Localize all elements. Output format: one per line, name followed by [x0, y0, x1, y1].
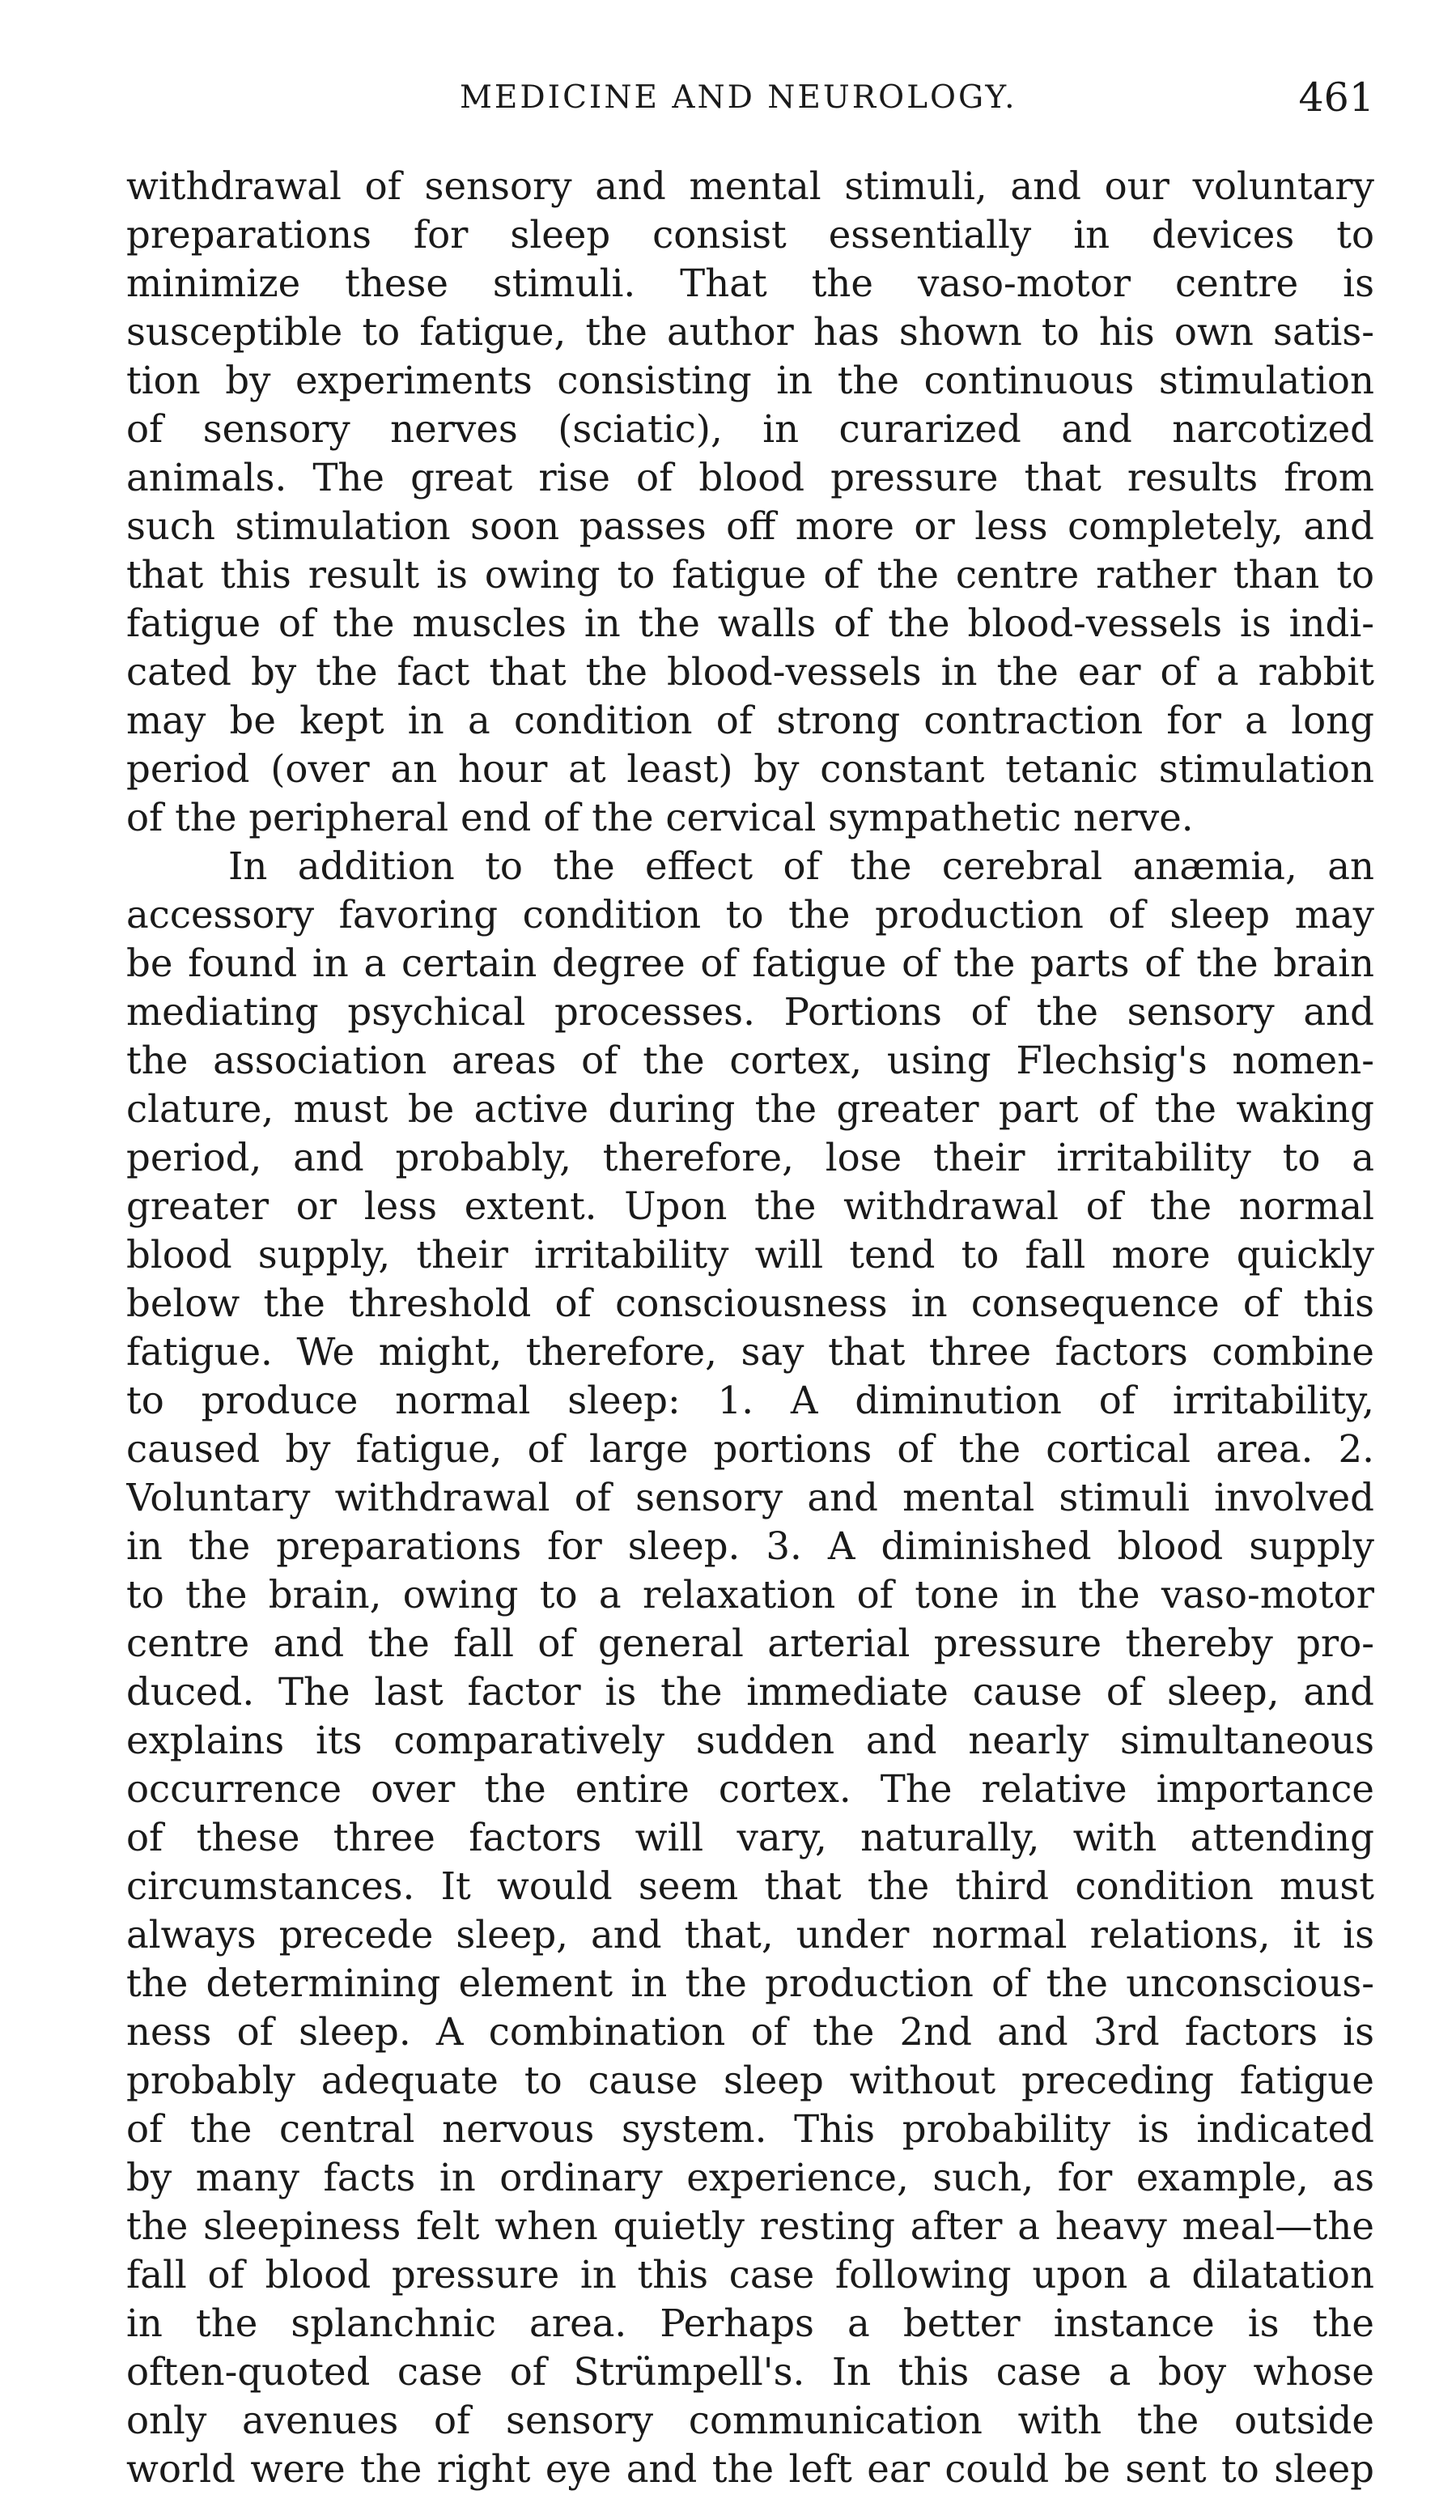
text-line: withdrawal of sensory and mental stimuli, and our voluntary — [126, 164, 1374, 208]
text-line: ness of sleep. A combination of the 2nd and 3rd factors is — [126, 2010, 1374, 2054]
text-line: cated by the fact that the blood-vessels in the ear of a rabbit — [126, 650, 1374, 694]
text-line: often-quoted case of Strümpell's. In this case a boy whose — [126, 2350, 1374, 2394]
text-line: clature, must be active during the greater part of the waking — [126, 1087, 1374, 1131]
text-line: that this result is owing to fatigue of the centre rather than to — [126, 553, 1374, 597]
text-line: such stimulation soon passes off more or less completely, and — [126, 504, 1374, 548]
text-line: fatigue of the muscles in the walls of the blood-vessels is indi- — [126, 601, 1374, 645]
text-line: greater or less extent. Upon the withdrawal of the normal — [126, 1184, 1374, 1228]
text-line: susceptible to fatigue, the author has shown to his own satis- — [126, 310, 1374, 354]
text-line: the determining element in the production of the unconscious- — [126, 1961, 1374, 2005]
text-line: may be kept in a condition of strong contraction for a long — [126, 699, 1374, 742]
running-head — [126, 74, 1374, 131]
text-line: explains its comparatively sudden and nearly simultaneous — [126, 1719, 1374, 1762]
text-line: of the peripheral end of the cervical sympathetic nerve. — [126, 796, 1194, 839]
paragraph-2 — [126, 842, 1374, 2493]
text-line: tion by experiments consisting in the continuous stimulation — [126, 359, 1374, 402]
text-line: to produce normal sleep: 1. A diminution of irritability, — [126, 1379, 1374, 1422]
text-line: period (over an hour at least) by constant tetanic stimulation — [126, 747, 1374, 791]
text-line: of these three factors will vary, naturally, with attending — [126, 1816, 1374, 1859]
text-line: centre and the fall of general arterial pressure thereby pro- — [126, 1621, 1374, 1665]
text-line: world were the right eye and the left ear could be sent to sleep — [126, 2447, 1374, 2491]
text-line: animals. The great rise of blood pressure that results from — [126, 456, 1374, 499]
body-text — [126, 162, 1374, 2493]
text-line: accessory favoring condition to the production of sleep may — [126, 893, 1374, 937]
text-line: probably adequate to cause sleep without preceding fatigue — [126, 2059, 1374, 2102]
text-line: duced. The last factor is the immediate cause of sleep, and — [126, 1670, 1374, 1714]
text-line: blood supply, their irritability will tend to fall more quickly — [126, 1233, 1374, 1277]
text-line: mediating psychical processes. Portions of the sensory and — [126, 990, 1374, 1034]
text-line: by many facts in ordinary experience, such, for example, as — [126, 2156, 1374, 2199]
paragraph-1 — [126, 162, 1374, 842]
text-line: In addition to the effect of the cerebral anæmia, an — [228, 844, 1374, 888]
text-line: circumstances. It would seem that the third condition must — [126, 1864, 1374, 1908]
text-line: below the threshold of consciousness in consequence of this — [126, 1281, 1374, 1325]
text-line: always precede sleep, and that, under normal relations, it is — [126, 1913, 1374, 1957]
text-line: fatigue. We might, therefore, say that three factors combine — [126, 1330, 1374, 1374]
text-line: fall of blood pressure in this case following upon a dilatation — [126, 2253, 1374, 2297]
text-line: the sleepiness felt when quietly resting after a heavy meal—the — [126, 2204, 1374, 2248]
text-line: Voluntary withdrawal of sensory and mental stimuli involved — [126, 1476, 1374, 1519]
text-line: period, and probably, therefore, lose their irritability to a — [126, 1136, 1374, 1179]
text-line: to the brain, owing to a relaxation of tone in the vaso-motor — [126, 1573, 1374, 1617]
running-title: MEDICINE AND NEUROLOGY. — [460, 79, 1017, 116]
text-line: occurrence over the entire cortex. The relative importance — [126, 1767, 1374, 1811]
text-line: be found in a certain degree of fatigue of the parts of the brain — [126, 941, 1374, 985]
text-line: in the splanchnic area. Perhaps a better instance is the — [126, 2301, 1374, 2345]
page-number: 461 — [1298, 74, 1374, 121]
text-line: the association areas of the cortex, using Flechsig's nomen- — [126, 1039, 1374, 1082]
text-line: of the central nervous system. This probability is indicated — [126, 2107, 1374, 2151]
text-line: of sensory nerves (sciatic), in curarized and narcotized — [126, 407, 1374, 451]
text-line: minimize these stimuli. That the vaso-motor centre is — [126, 261, 1374, 305]
text-line: in the preparations for sleep. 3. A diminished blood supply — [126, 1524, 1374, 1568]
text-line: only avenues of sensory communication with the outside — [126, 2399, 1374, 2442]
text-line: caused by fatigue, of large portions of the cortical area. 2. — [126, 1427, 1374, 1471]
text-line: preparations for sleep consist essentially in devices to — [126, 213, 1374, 257]
